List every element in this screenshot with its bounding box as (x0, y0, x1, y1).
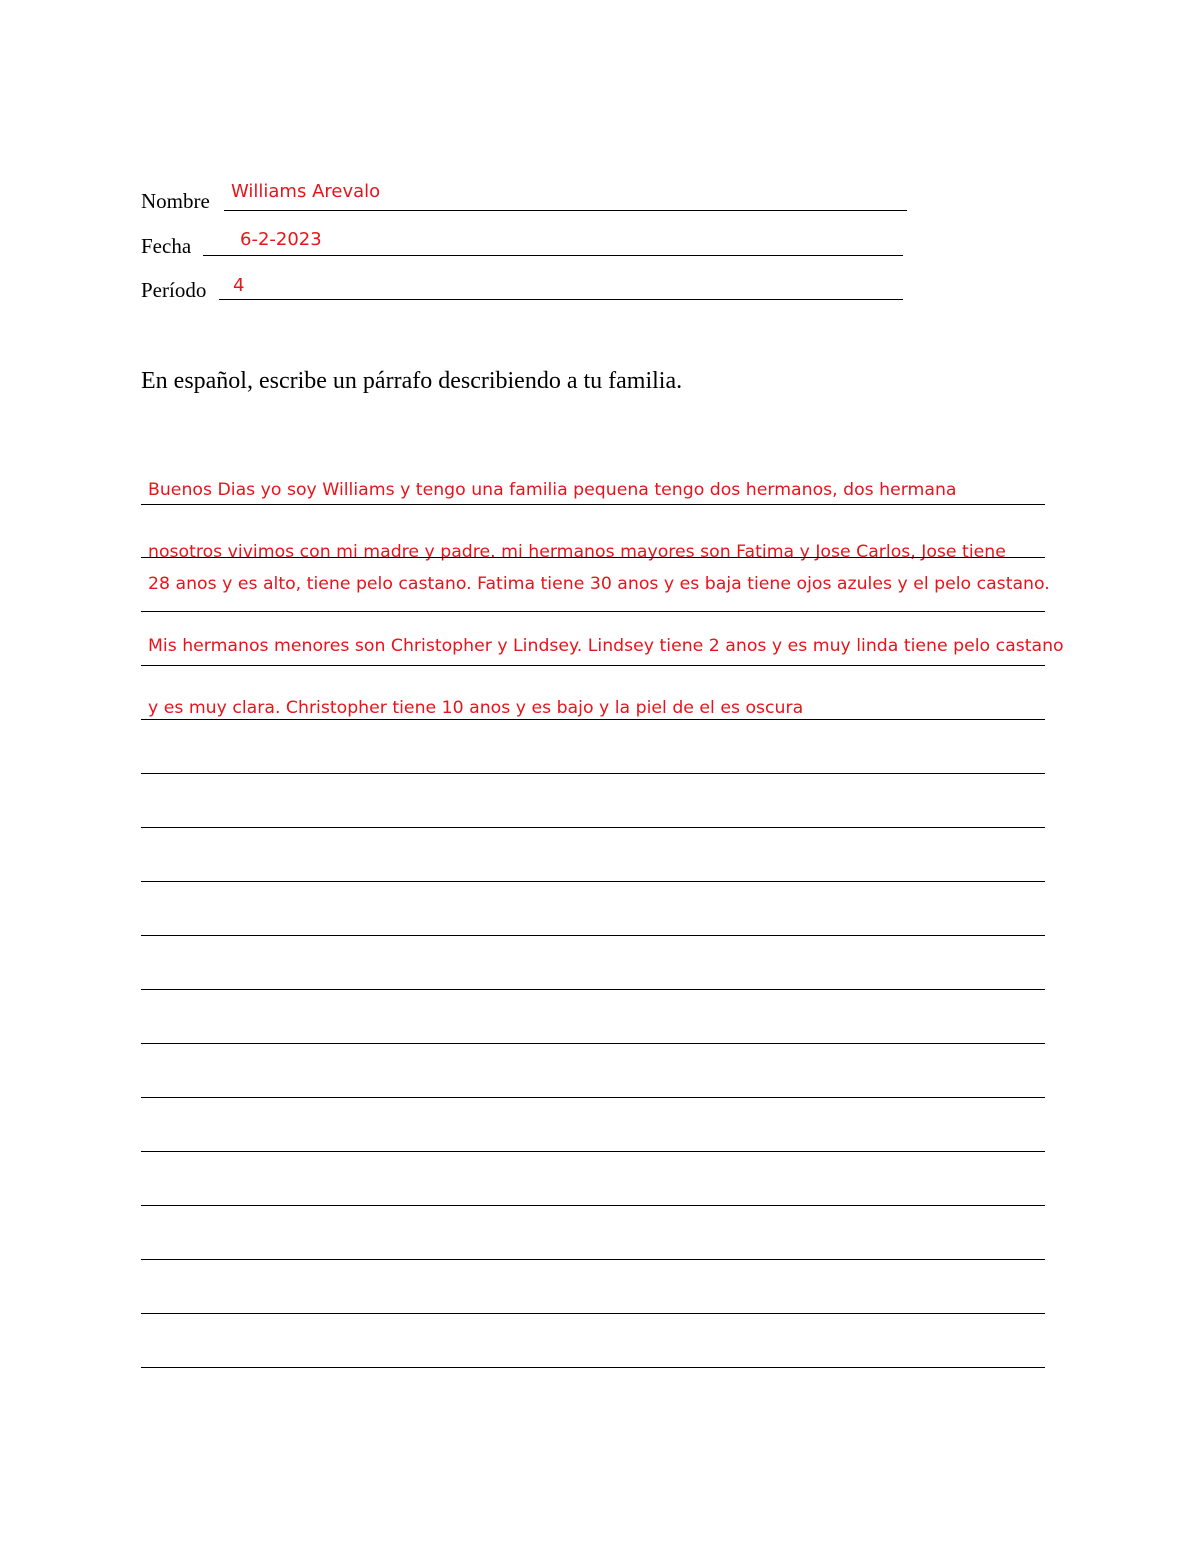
prompt-text: En español, escribe un párrafo describiendo a tu familia. (141, 368, 683, 394)
answer-line-2[interactable]: nosotros vivimos con mi madre y padre. mi hermanos mayores son Fatima y Jose Carlos, Jose tiene (148, 542, 1006, 562)
writing-line (141, 1205, 1045, 1206)
fecha-line (203, 255, 903, 256)
writing-line (141, 504, 1045, 505)
writing-line (141, 989, 1045, 990)
answer-line-3[interactable]: 28 anos y es alto, tiene pelo castano. Fatima tiene 30 anos y es baja tiene ojos azules y el pelo castano. (148, 574, 1050, 594)
writing-line (141, 1367, 1045, 1368)
fecha-field[interactable]: 6-2-2023 (240, 229, 322, 250)
writing-line (141, 827, 1045, 828)
writing-line (141, 881, 1045, 882)
writing-line (141, 935, 1045, 936)
writing-line (141, 773, 1045, 774)
nombre-line (224, 210, 907, 211)
nombre-label: Nombre (141, 189, 210, 213)
answer-line-4[interactable]: Mis hermanos menores son Christopher y Lindsey. Lindsey tiene 2 anos y es muy linda tiene pelo castano (148, 636, 1064, 656)
writing-line (141, 1259, 1045, 1260)
fecha-label: Fecha (141, 234, 192, 258)
writing-line (141, 1313, 1045, 1314)
periodo-label: Período (141, 278, 207, 302)
periodo-field[interactable]: 4 (233, 275, 245, 296)
writing-line (141, 611, 1045, 612)
periodo-line (219, 299, 903, 300)
nombre-field[interactable]: Williams Arevalo (231, 181, 381, 202)
writing-line (141, 557, 1045, 558)
answer-line-5[interactable]: y es muy clara. Christopher tiene 10 anos y es bajo y la piel de el es oscura (148, 698, 804, 718)
writing-line (141, 1043, 1045, 1044)
writing-line (141, 665, 1045, 666)
writing-line (141, 1097, 1045, 1098)
writing-line (141, 1151, 1045, 1152)
answer-line-1[interactable]: Buenos Dias yo soy Williams y tengo una familia pequena tengo dos hermanos, dos hermana (148, 480, 957, 500)
writing-line (141, 719, 1045, 720)
